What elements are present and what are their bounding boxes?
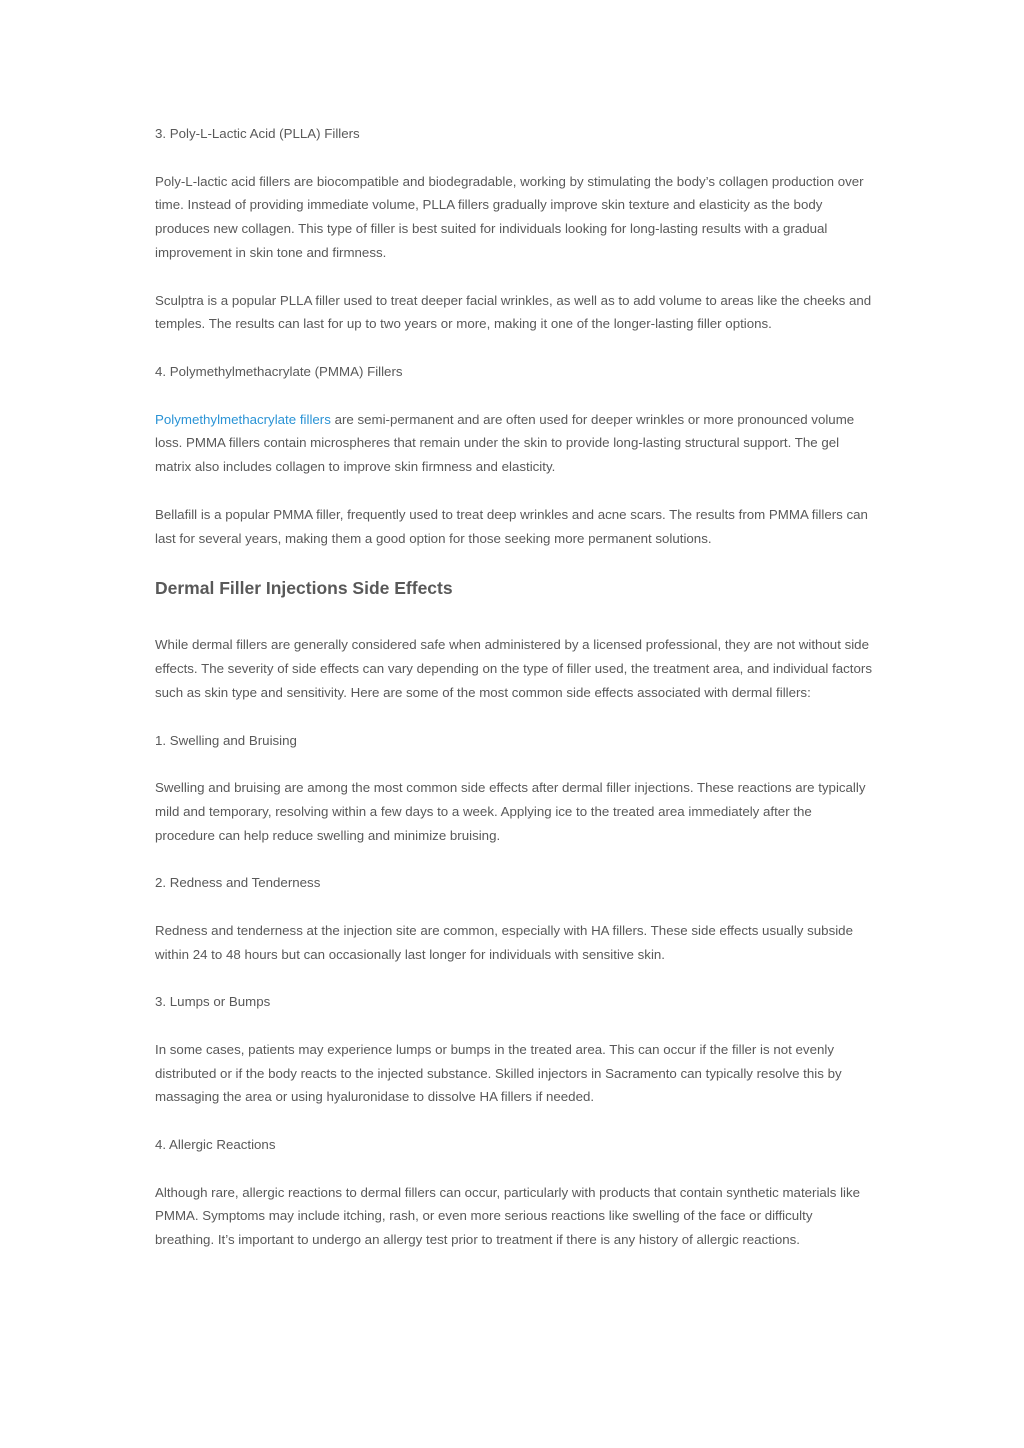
side-effect-3-heading: 3. Lumps or Bumps: [155, 994, 271, 1010]
pmma-paragraph-2: Bellafill is a popular PMMA filler, frequently used to treat deep wrinkles and acne scars. The results from PMMA fillers can last for several years, making them a good option for those seeking more permanent solutions.: [155, 506, 868, 546]
pmma-heading: 4. Polymethylmethacrylate (PMMA) Fillers: [155, 363, 403, 379]
document-page: [155, 122, 875, 1252]
side-effect-2-paragraph: Redness and tenderness at the injection site are common, especially with HA fillers. These side effects usually subside within 24 to 48 hours but can occasionally last longer for individuals with sensitive skin.: [155, 922, 853, 962]
pla-paragraph-1: Poly-L-lactic acid fillers are biocompatible and biodegradable, working by stimulating the body’s collagen production over time. Instead of providing immediate volume, PLLA fillers gradually improve skin texture and elasticity as the body produces new collagen. This type of filler is best suited for individuals looking for long-lasting results with a gradual improvement in skin tone and firmness.: [155, 173, 864, 260]
side-effect-4-heading: 4. Allergic Reactions: [155, 1137, 276, 1153]
pla-heading: 3. Poly-L-Lactic Acid (PLLA) Fillers: [155, 126, 360, 141]
pla-paragraph-2: Sculptra is a popular PLLA filler used to treat deeper facial wrinkles, as well as to add volume to areas like the cheeks and temples. The results can last for up to two years or more, making it one of the longer-lasting filler options.: [155, 292, 872, 332]
section-title: Dermal Filler Injections Side Effects: [155, 578, 453, 599]
side-effect-3-paragraph: In some cases, patients may experience lumps or bumps in the treated area. This can occur if the filler is not evenly distributed or if the body reacts to the injected substance. Skilled injectors in Sacramento can typically resolve this by massaging the area or using hyaluronidase to dissolve HA fillers if needed.: [155, 1041, 842, 1105]
side-effect-1-heading: 1. Swelling and Bruising: [155, 732, 297, 748]
pmma-paragraph-1-text: are semi-permanent and are often used for deeper wrinkles or more pronounced volume loss. PMMA fillers contain microspheres that remain under the skin to provide long-lasting structural support. The gel matrix also includes collagen to improve skin firmness and elasticity.: [155, 411, 855, 475]
pmma-paragraph-1: [155, 408, 875, 479]
pmma-fillers-link[interactable]: Polymethylmethacrylate fillers: [155, 411, 331, 427]
side-effects-intro: While dermal fillers are generally considered safe when administered by a licensed professional, they are not without side effects. The severity of side effects can vary depending on the type of filler used, the treatment area, and individual factors such as skin type and sensitivity. Here are some of the most common side effects associated with dermal fillers:: [155, 637, 872, 700]
side-effect-4-paragraph: Although rare, allergic reactions to dermal fillers can occur, particularly with products that contain synthetic materials like PMMA. Symptoms may include itching, rash, or even more serious reactions like swelling of the face or difficulty breathing. It’s important to undergo an allergy test prior to treatment if there is any history of allergic reactions.: [155, 1184, 861, 1248]
side-effect-2-heading: 2. Redness and Tenderness: [155, 875, 321, 891]
side-effect-1-paragraph: Swelling and bruising are among the most common side effects after dermal filler injections. These reactions are typically mild and temporary, resolving within a few days to a week. Applying ice to the treated area immediately after the procedure can help reduce swelling and minimize bruising.: [155, 780, 866, 843]
